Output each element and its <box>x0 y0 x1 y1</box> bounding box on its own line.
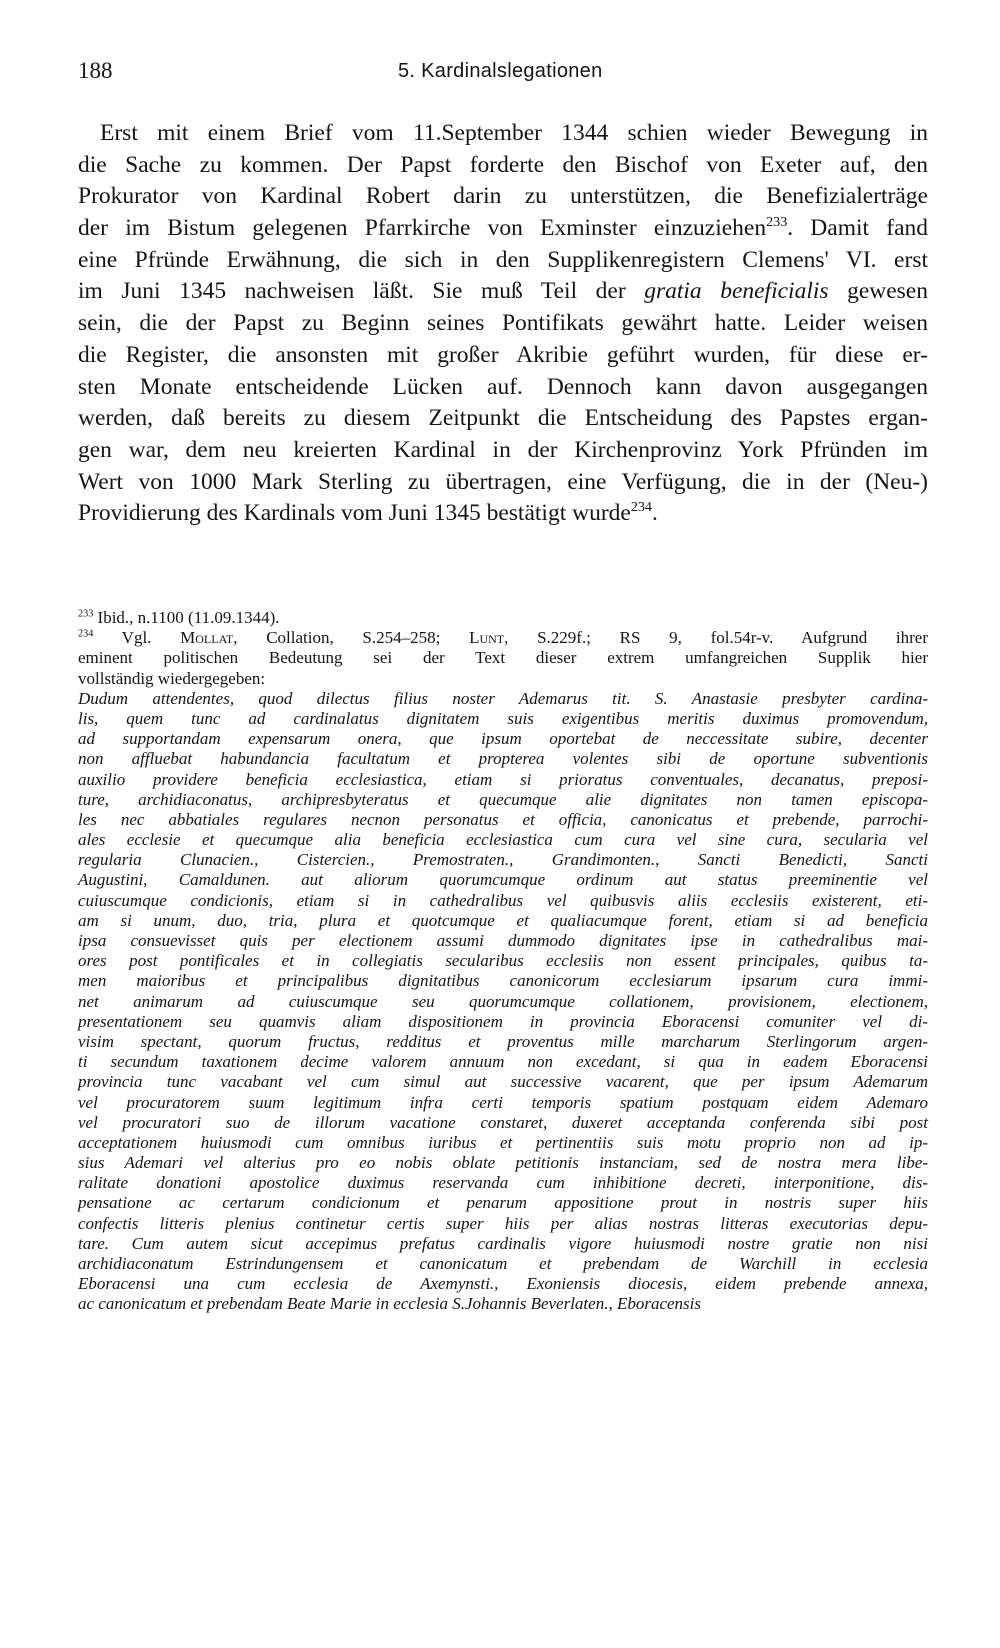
author-name: Mollat <box>180 628 234 648</box>
latin-line: ralitate donationi apostolice duximus reservanda cum inhibitione decreti, interponitione, dis- <box>78 1173 928 1193</box>
page-number: 188 <box>78 58 113 83</box>
latin-line: Augustini, Camaldunen. aut aliorum quorumcumque ordinum aut status preeminentie vel <box>78 870 928 890</box>
latin-line: presentationem seu quamvis aliam dispositionem in provincia Eboracensi comuniter vel di- <box>78 1011 928 1031</box>
latin-line: confectis litteris plenius continetur certis super hiis per alias nostras litteras executorias depu- <box>78 1213 928 1233</box>
body-line: Prokurator von Kardinal Robert darin zu unterstützen, die Benefizialerträge <box>78 183 928 210</box>
footnotes <box>78 608 928 1315</box>
latin-line: Eboracensi una cum ecclesia de Axemynsti., Exoniensis diocesis, eidem prebende annexa, <box>78 1274 928 1294</box>
body-line: sein, die der Papst zu Beginn seines Pontifikats gewährt hatte. Leider weisen <box>78 310 928 337</box>
author-name: Lunt <box>469 628 505 648</box>
body-line: die Sache zu kommen. Der Papst forderte den Bischof von Exeter auf, den <box>78 151 928 178</box>
latin-line: lis, quem tunc ad cardinalatus dignitatem suis exigentibus meritis duximus promovendum, <box>78 708 928 728</box>
body-line: im Juni 1345 nachweisen läßt. Sie muß Teil der gratia beneficialis gewesen <box>78 278 928 305</box>
latin-line: ad supportandam expensarum onera, que ipsum oportebat de neccessitate subire, decenter <box>78 729 928 749</box>
latin-line: archidiaconatum Estrindungensem et canonicatum et prebendam de Warchill in ecclesia <box>78 1254 928 1273</box>
latin-line: am si unum, duo, tria, plura et quotcumque et qualiacumque forent, etiam si ad beneficia <box>78 910 928 930</box>
latin-line: Dudum attendentes, quod dilectus filius noster Ademarus tit. S. Anastasie presbyter cardina- <box>78 688 928 708</box>
latin-line: pensatione ac certarum condicionum et penarum appositione prout in nostris super hiis <box>78 1193 928 1213</box>
body-line: Providierung des Kardinals vom Juni 1345 bestätigt wurde$^{234}$. <box>78 499 658 527</box>
latin-line: ipsa consuevisset quis per electionem assumi dummodo dignitates ipse in cathedralibus mai- <box>78 931 928 950</box>
latin-line: ores post pontificales et in collegiatis secularibus ecclesiis non essent principales, quibus ta- <box>78 951 928 971</box>
latin-line: acceptationem huiusmodi cum omnibus iuribus et pertinentiis suis motu proprio non ad ip- <box>78 1132 928 1152</box>
latin-line: visim spectant, quorum fructus, redditus et proventus mille marcharum Sterlingorum argen- <box>78 1031 928 1051</box>
latin-line: vel procuratori suo de illorum vacatione constaret, duxeret acceptanda conferenda sibi post <box>78 1112 928 1132</box>
body-line: die Register, die ansonsten mit großer Akribie geführt wurden, für diese er- <box>78 341 928 368</box>
latin-line: tare. Cum autem sicut accepimus prefatus cardinalis vigore huiusmodi nostre gratie non nisi <box>78 1233 928 1253</box>
page-header <box>78 58 928 88</box>
body-line: gen war, dem neu kreierten Kardinal in der Kirchenprovinz York Pfründen im <box>78 436 928 463</box>
italic-term: gratia beneficialis <box>644 278 829 305</box>
latin-line: les nec abbatiales regulares necnon personatus et officia, canonicatus et prebende, parrochi- <box>78 809 928 829</box>
body-line: der im Bistum gelegenen Pfarrkirche von Exminster einzuziehen$^{233}$. Damit fand <box>78 214 928 242</box>
latin-line: net animarum ad cuiuscumque seu quorumcumque collationem, provisionem, electionem, <box>78 991 928 1011</box>
latin-line: regularia Clunacien., Cistercien., Premostraten., Grandimonten., Sancti Benedicti, Sancti <box>78 850 928 870</box>
body-line: Wert von 1000 Mark Sterling zu übertragen, eine Verfügung, die in der (Neu-) <box>78 468 928 495</box>
latin-line: ales ecclesie et quecumque alia beneficia ecclesiastica cum cura vel sine cura, secularia vel <box>78 830 928 850</box>
footnote-number: 233 <box>78 608 94 620</box>
footnote-line: eminent politischen Bedeutung sei der Text dieser extrem umfangreichen Supplik hier <box>78 648 928 668</box>
body-line: werden, daß bereits zu diesem Zeitpunkt die Entscheidung des Papstes ergan- <box>78 405 928 432</box>
latin-line: provincia tunc vacabant vel cum simul aut successive vacarent, que per ipsum Ademarum <box>78 1072 928 1092</box>
footnote-line: vollständig wiedergegeben: <box>78 668 266 688</box>
body-line: sten Monate entscheidende Lücken auf. Dennoch kann davon ausgegangen <box>78 373 928 400</box>
footnote-ref: 233 <box>766 214 788 231</box>
footnote-234: $^{234}$ Vgl. Mollat, Collation, S.254–258; Lunt, S.229f.; RS 9, fol.54r-v. Aufgrund ihrer <box>78 628 928 648</box>
latin-line: ture, archidiaconatus, archipresbyteratus et quecumque alie dignitates non tamen episcopa- <box>78 789 928 809</box>
body-line: eine Pfründe Erwähnung, die sich in den Supplikenregistern Clemens' VI. erst <box>78 246 928 273</box>
body-line: Erst mit einem Brief vom 11.September 1344 schien wieder Bewegung in <box>100 120 928 146</box>
latin-quotation <box>78 689 928 1315</box>
latin-line: auxilio providere beneficia ecclesiastica, etiam si prioratus conventuales, decanatus, preposi- <box>78 769 928 789</box>
footnote-ref: 234 <box>630 499 652 516</box>
footnote-number: 234 <box>78 628 94 640</box>
footnote-233: $^{233}$ Ibid., n.1100 (11.09.1344). <box>78 608 280 627</box>
latin-line: sius Ademari vel alterius pro eo nobis oblate petitionis instanciam, sed de nostra mera libe- <box>78 1153 928 1173</box>
latin-line: vel procuratorem suum legitimum infra certi temporis spatium postquam eidem Ademaro <box>78 1092 928 1112</box>
latin-line: men maioribus et principalibus dignitatibus canonicorum ecclesiarum ipsarum cura immi- <box>78 971 928 991</box>
latin-line: non affluebat habundancia facultatum et propterea volentes sibi de oportune subventionis <box>78 749 928 769</box>
latin-line: ti secundum taxationem decime valorem annuum non excedant, si qua in eadem Eboracensi <box>78 1052 928 1072</box>
latin-line: cuiuscumque condicionis, etiam si in cathedralibus vel quibusvis aliis ecclesiis existerent, eti- <box>78 890 928 910</box>
running-head: 5. Kardinalslegationen <box>398 60 603 82</box>
latin-line: ac canonicatum et prebendam Beate Marie in ecclesia S.Johannis Beverlaten., Eboracensis <box>78 1294 701 1314</box>
main-text <box>78 118 928 530</box>
